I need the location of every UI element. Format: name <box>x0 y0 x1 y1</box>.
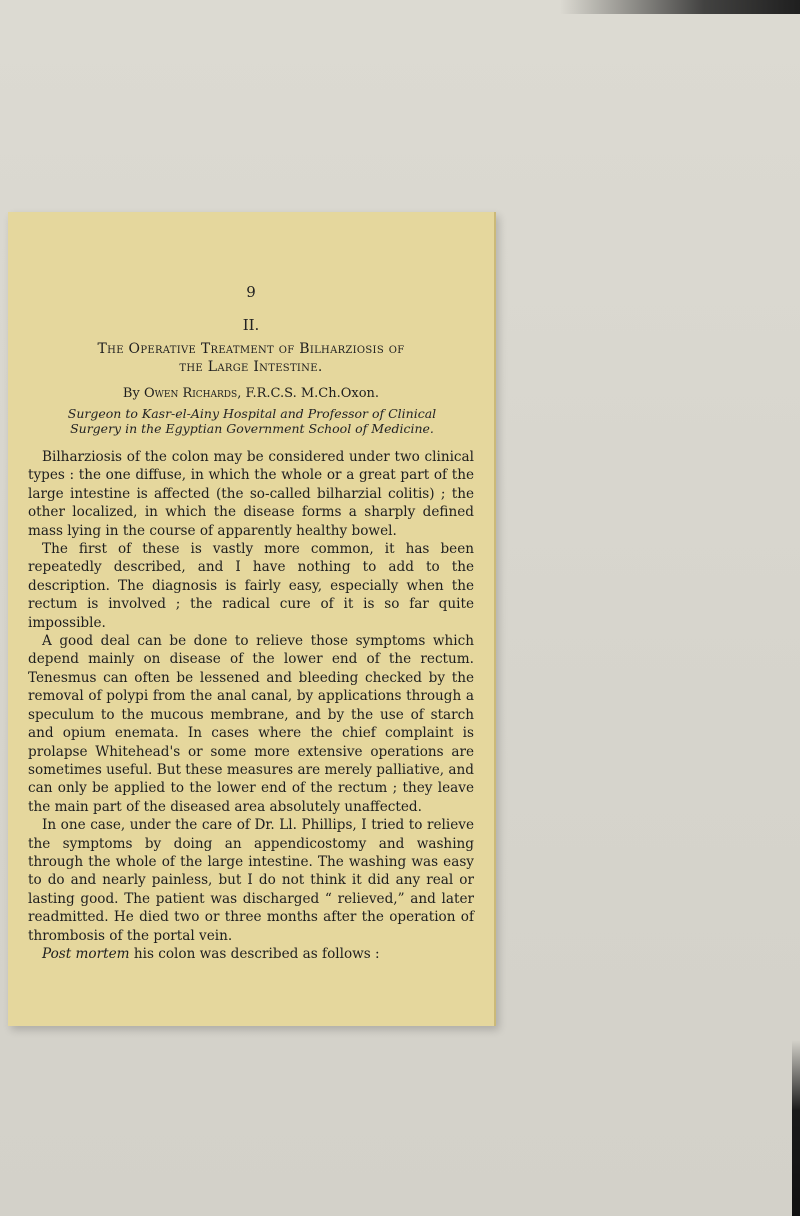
paragraph <box>28 945 474 963</box>
author-degrees: F.R.C.S. M.Ch.Oxon. <box>245 386 380 401</box>
author-line <box>24 386 478 401</box>
affiliation-line-2: Surgery in the Egyptian Government School of Medicine. <box>70 421 434 436</box>
article-title-line-1: The Operative Treatment of Bilharziosis of <box>97 341 405 357</box>
section-number: II. <box>242 316 260 334</box>
paragraph-continuation: his colon was described as follows : <box>129 945 380 962</box>
paragraph: Bilharziosis of the colon may be considered under two clinical types : the one diffuse, in which the whole or a great part of the large intestine is affected (the so-called bilharzial colitis) ; the other localized, in which the disease forms a sharply defined mass lying in the course of apparently healthy bowel. <box>28 449 474 539</box>
scan-edge-shadow <box>560 0 800 14</box>
paragraph: In one case, under the care of Dr. Ll. Phillips, I tried to relieve the symptoms by doing an appendicostomy and washing through the whole of the large intestine. The washing was easy to do and nearly painless, but I do not think it did any real or lasting good. The patient was discharged “ relieved,” and later readmitted. He died two or three months after the operation of thrombosis of the portal vein. <box>28 817 474 944</box>
paragraph: The first of these is vastly more common, it has been repeatedly described, and I have nothing to add to the description. The diagnosis is fairly easy, especially when the rectum is involved ; the radical cure of it is so far quite impossible. <box>28 541 474 631</box>
page-number: 9 <box>246 283 256 301</box>
affiliation-line-1: Surgeon to Kasr-el-Ainy Hospital and Professor of Clinical <box>67 406 437 421</box>
article-body <box>28 448 474 963</box>
article-title-line-2: the Large Intestine. <box>179 359 323 375</box>
author-name: Owen Richards, <box>143 386 242 401</box>
paragraph: A good deal can be done to relieve those symptoms which depend mainly on disease of the lower end of the rectum. Tenesmus can often be lessened and bleeding checked by the removal of polypi from the anal canal, by applications through a speculum to the mucous membrane, and by the use of starch and opium enemata. In cases where the chief complaint is prolapse Whitehead's or some more extensive operations are sometimes useful. But these measures are merely palliative, and can only be applied to the lower end of the rectum ; they leave the main part of the diseased area absolutely unaffected. <box>28 633 474 815</box>
post-mortem-emphasis: Post mortem <box>42 945 130 962</box>
author-affiliation <box>32 406 472 436</box>
author-prefix: By <box>122 386 140 401</box>
article-title <box>24 340 478 376</box>
document-page <box>8 212 496 1026</box>
scan-edge-shadow-right <box>792 1040 800 1216</box>
